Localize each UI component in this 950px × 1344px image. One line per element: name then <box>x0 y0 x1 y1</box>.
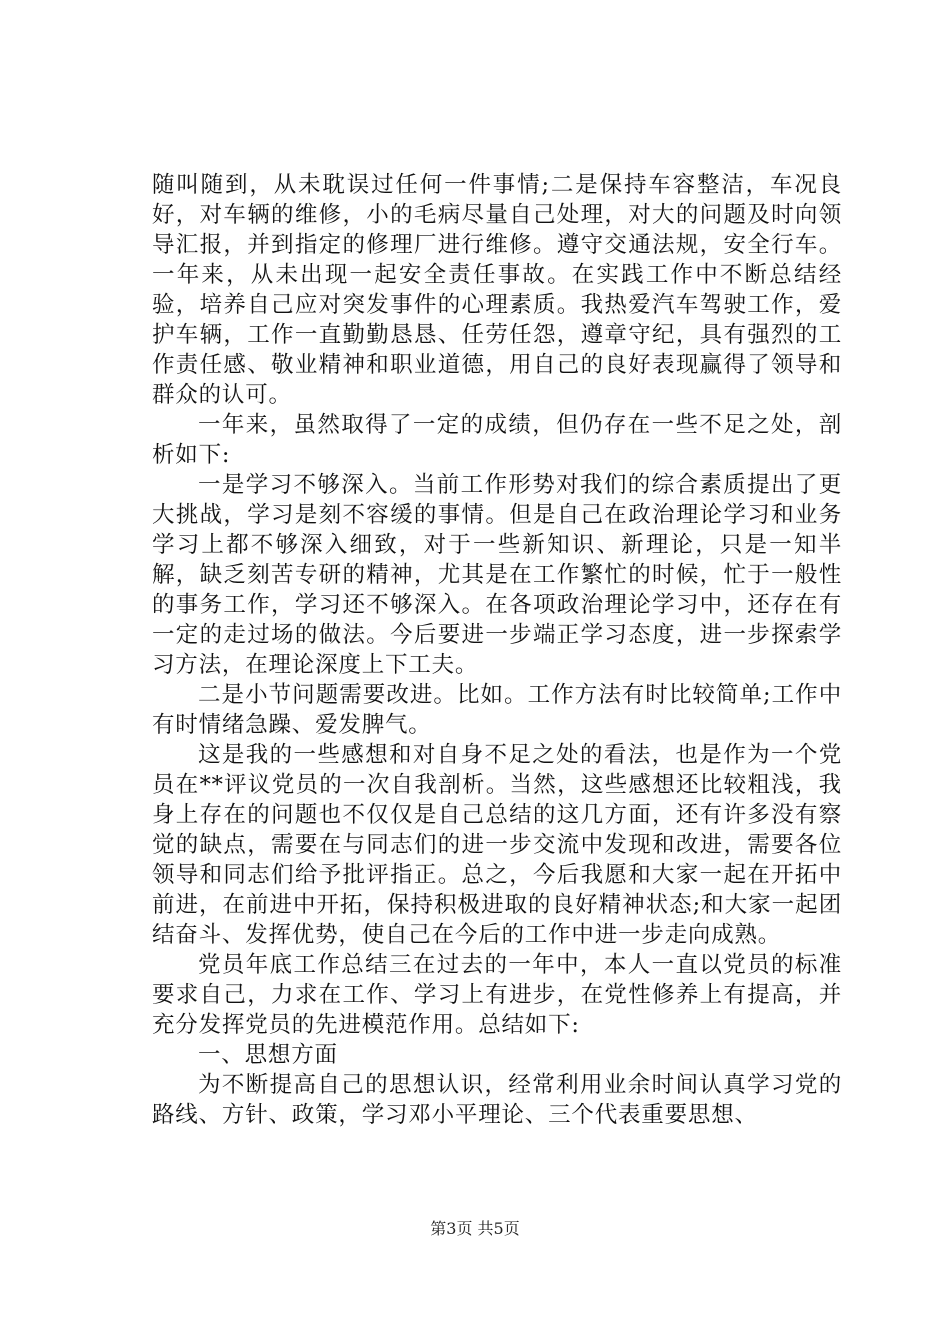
paragraph-1: 随叫随到，从未耽误过任何一件事情;二是保持车容整洁，车况良好，对车辆的维修，小的毛病尽量自己处理，对大的问题及时向领导汇报，并到指定的修理厂进行维修。遵守交通法规，安全行车。一年来，从未出现一起安全责任事故。在实践工作中不断总结经验，培养自己应对突发事件的心理素质。我热爱汽车驾驶工作，爱护车辆，工作一直勤勤恳恳、任劳任怨，遵章守纪，具有强烈的工作责任感、敬业精神和职业道德，用自己的良好表现赢得了领导和群众的认可。 <box>152 172 842 408</box>
paragraph-7: 为不断提高自己的思想认识，经常利用业余时间认真学习党的路线、方针、政策，学习邓小平理论、三个代表重要思想、 <box>152 1072 842 1128</box>
section-heading: 一、思想方面 <box>198 1042 338 1068</box>
document-body <box>152 170 842 1130</box>
paragraph-3: 一是学习不够深入。当前工作形势对我们的综合素质提出了更大挑战，学习是刻不容缓的事情。但是自己在政治理论学习和业务学习上都不够深入细致，对于一些新知识、新理论，只是一知半解，缺乏刻苦专研的精神，尤其是在工作繁忙的时候，忙于一般性的事务工作，学习还不够深入。在各项政治理论学习中，还存在有一定的走过场的做法。今后要进一步端正学习态度，进一步探索学习方法，在理论深度上下工夫。 <box>152 472 842 678</box>
paragraph-6: 党员年底工作总结三在过去的一年中，本人一直以党员的标准要求自己，力求在工作、学习上有进步，在党性修养上有提高，并充分发挥党员的先进模范作用。总结如下: <box>152 952 842 1038</box>
paragraph-5: 这是我的一些感想和对自身不足之处的看法，也是作为一个党员在**评议党员的一次自我剖析。当然，这些感想还比较粗浅，我身上存在的问题也不仅仅是自己总结的这几方面，还有许多没有察觉的缺点，需要在与同志们的进一步交流中发现和改进，需要各位领导和同志们给予批评指正。总之，今后我愿和大家一起在开拓中前进，在前进中开拓，保持积极进取的良好精神状态;和大家一起团结奋斗、发挥优势，使自己在今后的工作中进一步走向成熟。 <box>152 742 842 948</box>
page-number-footer: 第3页 共5页 <box>430 1219 520 1238</box>
paragraph-2: 一年来，虽然取得了一定的成绩，但仍存在一些不足之处，剖析如下: <box>152 412 842 468</box>
paragraph-4: 二是小节问题需要改进。比如。工作方法有时比较简单;工作中有时情绪急躁、爱发脾气。 <box>152 682 842 738</box>
